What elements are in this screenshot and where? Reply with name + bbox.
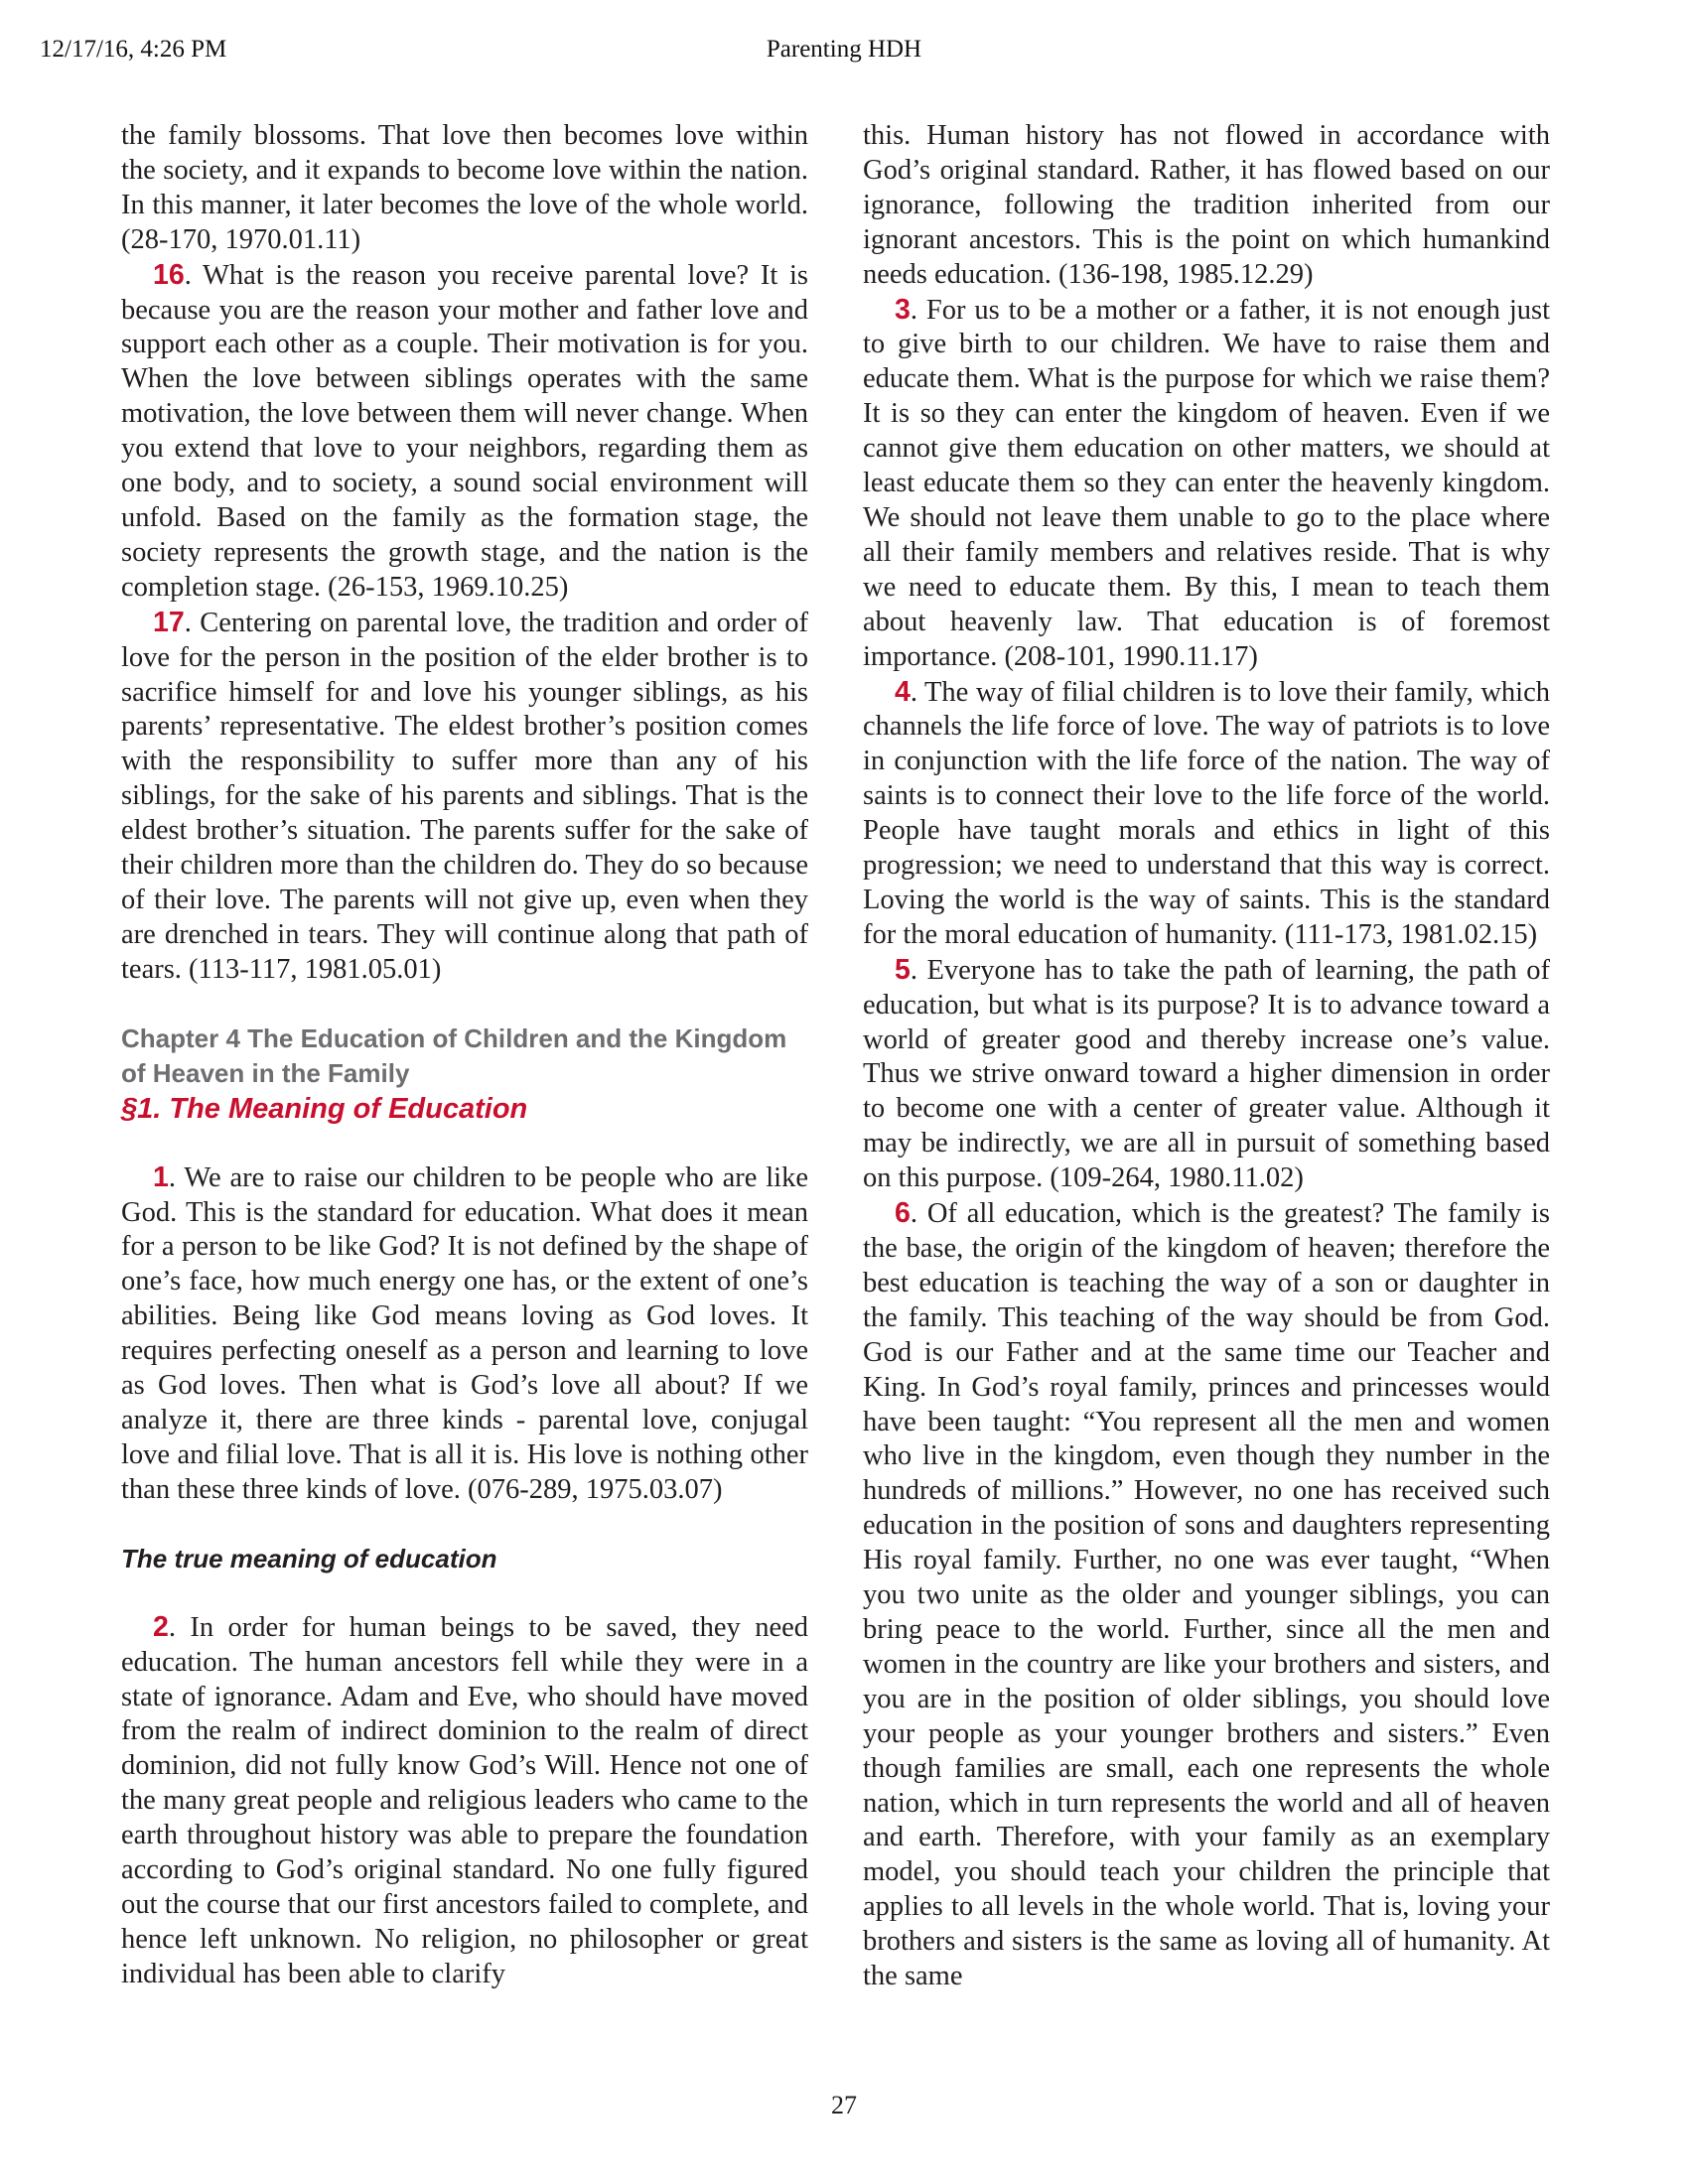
left-column: [121, 119, 808, 1992]
paragraph-number: 6: [895, 1197, 911, 1230]
page-number: 27: [831, 2091, 857, 2119]
paragraph-16: [121, 258, 808, 606]
paragraph-5: [863, 953, 1550, 1196]
paragraph-text: . The way of filial children is to love their family, which channels the life force of love. The way of patriots is to love in conjunction with the life force of the nation. The way of saints is to connect their love to the life force of the world. People have taught morals and ethics in light of this progression; we need to understand that this way is correct. Loving the world is the way of saints. This is the standard for the moral education of humanity. (111-173, 1981.02.15): [863, 676, 1550, 950]
paragraph-number: 16: [153, 258, 185, 291]
paragraph-continuation: this. Human history has not flowed in accordance with God’s original standard. Rather, it has flowed based on our ignorance, following the tradition inherited from our ignorant ancestors. This is the point on which humankind needs education. (136-198, 1985.12.29): [863, 120, 1550, 290]
paragraph-17: [121, 606, 808, 988]
paragraph-number: 3: [895, 293, 911, 326]
subheading: The true meaning of education: [121, 1543, 497, 1573]
paragraph-text: . Of all education, which is the greatest? The family is the base, the origin of the kingdom of heaven; therefore the best education is teaching the way of a son or daughter in the family. This teaching of the way should be from God. God is our Father and at the same time our Teacher and King. In God’s royal family, princes and princesses would have been taught: “You represent all the men and women who live in the kingdom, even though they number in the hundreds of millions.” However, no one has received such education in the position of sons and daughters representing His royal family. Further, no one was ever taught, “When you two unite as the older and younger siblings, you can bring peace to the world. Further, since all the men and women in the country are like your brothers and sisters, and you are in the position of older siblings, you should love your people as your younger brothers and sisters.” Even though families are small, each one represents the whole nation, which in turn represents the world and all of heaven and earth. Therefore, with your family as an exemplary model, you should teach your children the principle that applies to all levels in the whole world. That is, loving your brothers and sisters is the same as loving all of humanity. At the same: [863, 1198, 1550, 1992]
header-title: Parenting HDH: [766, 36, 922, 63]
paragraph-continuation: the family blossoms. That love then becomes love within the society, and it expands to become love within the nation. In this manner, it later becomes the love of the whole world. (28-170, 1970.01.11): [121, 120, 808, 255]
paragraph-number: 2: [153, 1610, 169, 1643]
paragraph-number: 5: [895, 953, 911, 986]
paragraph-3: [863, 293, 1550, 675]
paragraph-text: . What is the reason you receive parental love? It is because you are the reason your mother and father love and support each other as a couple. Their motivation is for you. When the love between siblings operates with the same motivation, the love between them will never change. When you extend that love to your neighbors, regarding them as one body, and to society, a sound social environment will unfold. Based on the family as the formation stage, the society represents the growth stage, and the nation is the completion stage. (26-153, 1969.10.25): [121, 259, 808, 603]
paragraph-number: 1: [153, 1160, 169, 1193]
paragraph-1: [121, 1160, 808, 1508]
paragraph-number: 17: [153, 606, 185, 638]
paragraph-number: 4: [895, 675, 911, 708]
paragraph-4: [863, 675, 1550, 953]
paragraph-text: . For us to be a mother or a father, it is not enough just to give birth to our children. We have to raise them and educate them. What is the purpose for which we raise them? It is so they can enter the kingdom of heaven. Even if we cannot give them education on other matters, we should at least educate them so they can enter the heavenly kingdom. We should not leave them unable to go to the place where all their family members and relatives reside. That is why we need to educate them. By this, I mean to teach them about heavenly law. That education is of foremost importance. (208-101, 1990.11.17): [863, 294, 1550, 672]
chapter-heading: Chapter 4 The Education of Children and the Kingdom of Heaven in the Family: [121, 1023, 787, 1088]
header-timestamp: 12/17/16, 4:26 PM: [40, 36, 227, 63]
paragraph-6: [863, 1196, 1550, 1994]
section-heading: §1. The Meaning of Education: [121, 1092, 528, 1125]
paragraph-text: . In order for human beings to be saved, they need education. The human ancestors fell while they were in a state of ignorance. Adam and Eve, who should have moved from the realm of indirect dominion to the realm of direct dominion, did not fully know God’s Will. Hence not one of the many great people and religious leaders who came to the earth throughout history was able to prepare the foundation according to God’s original standard. No one fully figured out the course that our first ancestors failed to complete, and hence left unknown. No religion, no philosopher or great individual has been able to clarify: [121, 1611, 808, 1989]
paragraph-2: [121, 1610, 808, 1992]
right-column: [863, 119, 1550, 1994]
paragraph-text: . We are to raise our children to be people who are like God. This is the standard for education. What does it mean for a person to be like God? It is not defined by the shape of one’s face, how much energy one has, or the extent of one’s abilities. Being like God means loving as God loves. It requires perfecting oneself as a person and learning to love as God loves. Then what is God’s love all about? If we analyze it, there are three kinds - parental love, conjugal love and filial love. That is all it is. His love is nothing other than these three kinds of love. (076-289, 1975.03.07): [121, 1161, 808, 1505]
paragraph-text: . Everyone has to take the path of learning, the path of education, but what is its purpose? It is to advance toward a world of greater good and thereby increase one’s value. Thus we strive onward toward a higher dimension in order to become one with a center of greater value. Although it may be indirectly, we are all in pursuit of something based on this purpose. (109-264, 1980.11.02): [863, 954, 1550, 1194]
paragraph-text: . Centering on parental love, the tradition and order of love for the person in the position of the elder brother is to sacrifice himself for and love his younger siblings, as his parents’ representative. The eldest brother’s position comes with the responsibility to suffer more than any of his siblings, for the sake of his parents and siblings. That is the eldest brother’s situation. The parents suffer for the sake of their children more than the children do. They do so because of their love. The parents will not give up, even when they are drenched in tears. They will continue along that path of tears. (113-117, 1981.05.01): [121, 607, 808, 985]
